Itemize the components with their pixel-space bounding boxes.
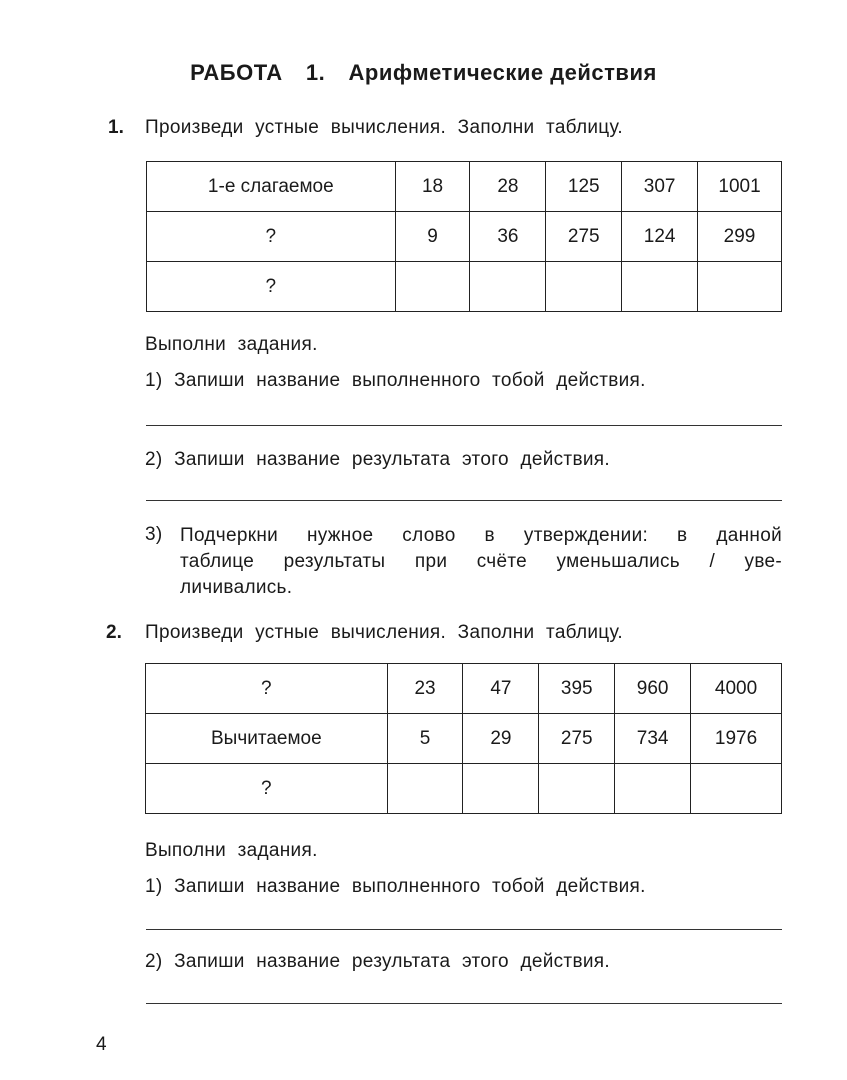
task1-table-row-label: ? (147, 212, 396, 262)
task2-table-row-label: Вычитаемое (146, 714, 388, 764)
task2-item-1: 1) Запиши название выполненного тобой действия. (145, 876, 646, 897)
task2-table-answer-cell[interactable] (615, 764, 691, 814)
task1-item-3 (180, 523, 782, 601)
task2-table-row-label: ? (146, 764, 388, 814)
task1-table-answer-cell[interactable] (470, 262, 546, 312)
task2-instruction: Произведи устные вычисления. Заполни таблицу. (145, 622, 623, 643)
task2-table-cell: 4000 (691, 664, 782, 714)
task1-instruction: Произведи устные вычисления. Заполни таблицу. (145, 117, 623, 138)
task2-table-cell: 395 (539, 664, 615, 714)
task1-answer-line-1[interactable] (146, 425, 782, 426)
task1-table-cell: 299 (698, 212, 782, 262)
task1-table-cell: 9 (395, 212, 470, 262)
task1-table-answer-cell[interactable] (622, 262, 698, 312)
work-title: Арифметические действия (348, 60, 657, 85)
task1-table-cell: 124 (622, 212, 698, 262)
task2-table (145, 663, 782, 814)
task2-answer-line-1[interactable] (146, 929, 782, 930)
task1-number: 1. (108, 117, 124, 138)
task2-table-cell: 960 (615, 664, 691, 714)
task2-table-cell: 734 (615, 714, 691, 764)
task1-table-cell: 125 (546, 162, 622, 212)
task1-table-cell: 28 (470, 162, 546, 212)
task2-answer-line-2[interactable] (146, 1003, 782, 1004)
task2-table-answer-cell[interactable] (463, 764, 539, 814)
task1-item-2: 2) Запиши название результата этого действия. (145, 449, 610, 470)
task1-table-answer-cell[interactable] (395, 262, 470, 312)
task1-table-row-label: ? (147, 262, 396, 312)
task1-table-cell: 1001 (698, 162, 782, 212)
task2-table-answer-cell[interactable] (387, 764, 463, 814)
task1-table (146, 161, 782, 312)
page-number: 4 (96, 1034, 107, 1055)
task1-table-cell: 307 (622, 162, 698, 212)
task1-subheading: Выполни задания. (145, 334, 318, 355)
task1-item-3-line1: Подчеркни нужное слово в утверждении: в данной (180, 525, 782, 546)
task2-table-cell: 23 (387, 664, 463, 714)
task1-table-row-label: 1-е слагаемое (147, 162, 396, 212)
task1-item-1: 1) Запиши название выполненного тобой действия. (145, 370, 646, 391)
task1-table-row (147, 262, 782, 312)
task2-table-cell: 47 (463, 664, 539, 714)
task2-item-2: 2) Запиши название результата этого действия. (145, 951, 610, 972)
task1-table-row (147, 212, 782, 262)
page-title (0, 60, 847, 86)
task1-table-answer-cell[interactable] (698, 262, 782, 312)
task2-subheading: Выполни задания. (145, 840, 318, 861)
task1-answer-line-2[interactable] (146, 500, 782, 501)
task2-table-row-label: ? (146, 664, 388, 714)
task2-table-cell: 5 (387, 714, 463, 764)
task1-item-3-line3: личивались. (180, 577, 293, 598)
task2-table-cell: 29 (463, 714, 539, 764)
task2-table-row (146, 664, 782, 714)
work-number: 1. (305, 60, 326, 85)
task2-table-answer-cell[interactable] (691, 764, 782, 814)
task2-table-cell: 1976 (691, 714, 782, 764)
task1-table-row (147, 162, 782, 212)
task1-item-3-line2: таблице результаты при счёте уменьшались / уве- (180, 551, 782, 572)
work-label: РАБОТА (190, 60, 283, 85)
task2-table-answer-cell[interactable] (539, 764, 615, 814)
task1-table-cell: 275 (546, 212, 622, 262)
task1-table-answer-cell[interactable] (546, 262, 622, 312)
task1-table-cell: 18 (395, 162, 470, 212)
task2-table-row (146, 764, 782, 814)
task2-table-row (146, 714, 782, 764)
task1-table-cell: 36 (470, 212, 546, 262)
task1-item-3-number: 3) (145, 524, 163, 545)
task2-table-cell: 275 (539, 714, 615, 764)
task2-number: 2. (106, 622, 122, 643)
